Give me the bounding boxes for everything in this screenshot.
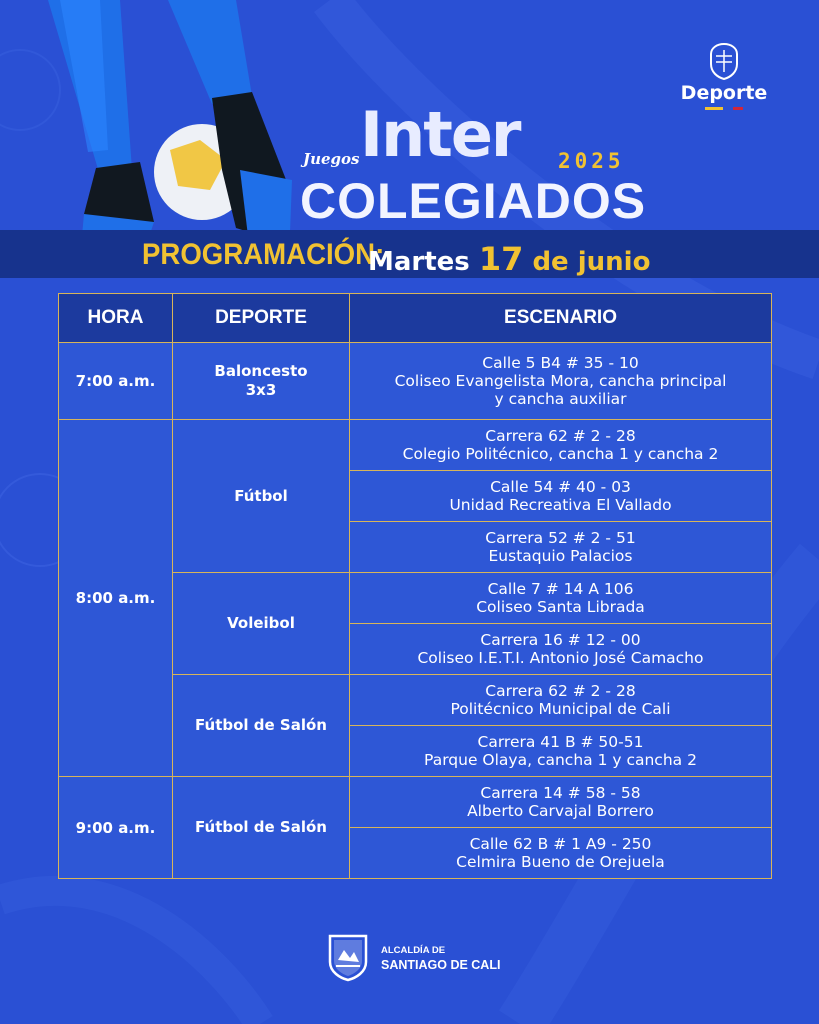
schedule-table [58,293,772,879]
programacion-banner [0,230,819,278]
date-month: de junio [532,247,651,277]
deporte-cell: Voleibol [173,573,350,675]
colombia-seal-icon [707,42,741,80]
footer-line-2: SANTIAGO DE CALI [381,958,501,972]
table-header-row [59,294,772,343]
deporte-label: Baloncesto 3x3 [214,362,308,399]
venue-address: Calle 62 B # 1 A9 - 250 [469,835,652,853]
colombia-flag-stripe [672,107,776,110]
venue-name: Colegio Politécnico, cancha 1 y cancha 2 [402,445,719,463]
escenario-cell [350,624,772,675]
table-row [59,343,772,420]
venue-address: Calle 54 # 40 - 03 [490,478,631,496]
venue-address: Carrera 41 B # 50-51 [477,733,644,751]
venue-address: Carrera 14 # 58 - 58 [480,784,641,802]
deporte-cell: Fútbol [173,420,350,573]
venue-address: Carrera 52 # 2 - 51 [485,529,636,547]
cali-shield-icon [326,932,370,982]
venue-name: Parque Olaya, cancha 1 y cancha 2 [424,751,697,769]
venue-name: Eustaquio Palacios [488,547,633,565]
venue-name: Celmira Bueno de Orejuela [456,853,665,871]
deporte-brand-label: Deporte [680,82,768,104]
venue-address: Carrera 16 # 12 - 00 [480,631,641,649]
escenario-cell [350,726,772,777]
escenario-cell [350,777,772,828]
venue-name: Coliseo I.E.T.I. Antonio José Camacho [417,649,704,667]
column-header-deporte: DEPORTE [173,294,350,343]
deporte-cell [173,343,350,420]
date-weekday: Martes [368,247,470,277]
venue-address: Calle 7 # 14 A 106 [487,580,634,598]
escenario-cell [350,522,772,573]
escenario-cell [350,343,772,420]
hora-cell: 9:00 a.m. [59,777,173,879]
programacion-date [368,240,650,278]
deporte-cell: Fútbol de Salón [173,777,350,879]
venue-name: Alberto Carvajal Borrero [467,802,654,820]
table-row [59,777,772,828]
deporte-cell: Fútbol de Salón [173,675,350,777]
venue-name: Politécnico Municipal de Cali [450,700,671,718]
event-title-colegiados: COLEGIADOS [300,173,647,229]
escenario-cell [350,675,772,726]
event-title [300,98,647,230]
venue-address: Calle 5 B4 # 35 - 10 [482,354,639,372]
deporte-logo [672,42,776,110]
venue-address: Carrera 62 # 2 - 28 [485,682,636,700]
column-header-escenario: ESCENARIO [350,294,772,343]
event-title-inter: Inter [360,98,520,171]
hora-cell: 7:00 a.m. [59,343,173,420]
escenario-cell [350,573,772,624]
soccer-player-illustration [0,0,320,240]
venue-name: Unidad Recreativa El Vallado [449,496,672,514]
date-day: 17 [478,240,524,278]
venue-address: Carrera 62 # 2 - 28 [485,427,636,445]
table-row [59,420,772,471]
programacion-label: PROGRAMACIÓN: [142,238,385,271]
footer-line-1: ALCALDÍA DE [381,945,446,956]
event-prefix: Juegos [303,150,360,168]
escenario-cell [350,828,772,879]
venue-name: Coliseo Evangelista Mora, cancha principal y cancha auxiliar [394,372,727,408]
escenario-cell [350,471,772,522]
hora-cell: 8:00 a.m. [59,420,173,777]
event-year: 2025 [558,149,625,173]
column-header-hora: HORA [59,294,173,343]
venue-name: Coliseo Santa Librada [476,598,645,616]
alcaldia-logo [326,932,526,984]
escenario-cell [350,420,772,471]
